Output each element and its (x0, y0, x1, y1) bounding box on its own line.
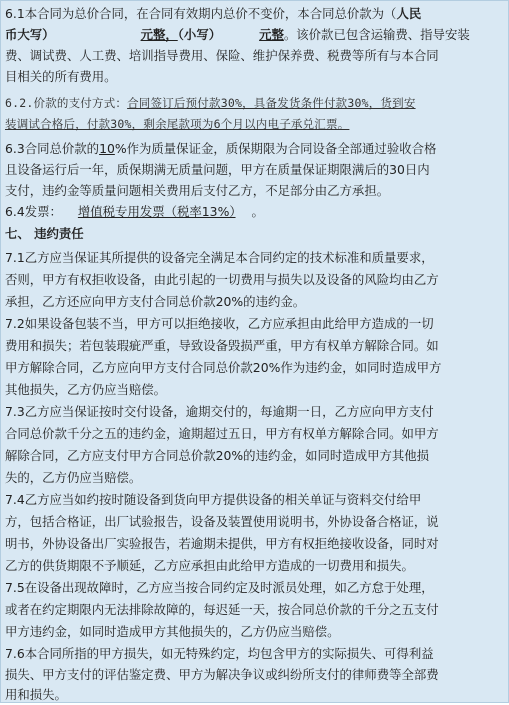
clause-7-1-line-3: 承担，乙方还应向甲方支付合同总价款20%的违约金。 (5, 294, 306, 309)
clause-7-2-line-2: 费用和损失；若包装瑕疵严重，导致设备毁损严重，甲方有权单方解除合同。如 (5, 338, 439, 353)
clause-7-5-line-1: 7.5在设备出现故障时，乙方应当按合同约定及时派员处理，如乙方怠于处理， (5, 580, 434, 595)
clause-7-4-line-4: 乙方的供货期限不予顺延，乙方应承担由此给甲方造成的一切费用和损失。 (5, 558, 414, 573)
amount-lowercase-unit: 元整 (259, 27, 284, 42)
clause-7-6-line-3: 用和损失。 (5, 687, 67, 702)
amount-uppercase-label: 币大写） (5, 27, 55, 42)
clause-7-6-line-1: 7.6本合同所指的甲方损失，如无特殊约定，均包含甲方的实际损失、可得利益 (5, 646, 434, 661)
clause-7-1-line-1: 7.1乙方应当保证其所提供的设备完全满足本合同约定的技术标准和质量要求， (5, 250, 434, 265)
clause-7-1-line-2: 否则，甲方有权拒收设备，由此引起的一切费用与损失以及设备的风险均由乙方 (5, 272, 439, 287)
amount-lowercase-label: （小写） (177, 27, 222, 42)
clause-7-3-line-1: 7.3乙方应当保证按时交付设备，逾期交付的，每逾期一日，乙方应向甲方支付 (5, 404, 434, 419)
clause-7-4-line-3: 明书，外协设备出厂实验报告，若逾期未提供，甲方有权拒绝接收设备，同时对 (5, 536, 439, 551)
invoice-label: 6.4发票： (5, 204, 62, 219)
currency-label-bold: 人民 (396, 6, 422, 21)
clause-6-1-line-2 (5, 24, 505, 45)
clause-7-5-line-3: 甲方违约金，如同时造成甲方其他损失的，乙方仍应当赔偿。 (5, 624, 340, 639)
clause-6-1-line-3: 费、调试费、人工费、培训指导费用、保险、维护保养费、税费等所有与本合同 (5, 48, 439, 63)
clause-6-1-line-1 (5, 3, 505, 24)
clause-7-3-line-4: 失的，乙方仍应当赔偿。 (5, 470, 142, 485)
section-7-heading: 七、 违约责任 (5, 226, 84, 241)
invoice-type-value: 增值税专用发票（税率13%） (77, 204, 236, 219)
invoice-end-mark: 。 (251, 204, 264, 219)
clause-6-3-continuation: %作为质量保证金，质保期限为合同设备全部通过验收合格 (114, 141, 437, 156)
payment-method-label: 6.2.价款的支付方式： (5, 96, 128, 110)
amount-uppercase-unit: 元整， (140, 27, 178, 42)
clause-7-3-line-3: 解除合同，乙方应支付甲方合同总价款20%的违约金，如同时造成甲方其他损 (5, 448, 430, 463)
clause-6-1-continuation: 。该价款已包含运输费、指导安装 (283, 27, 470, 42)
clause-7-3-line-2: 合同总价款千分之五的违约金，逾期超过五日，甲方有权单方解除合同。如甲方 (5, 426, 439, 441)
clause-6-2-line-1 (5, 93, 505, 114)
clause-6-3-text: 6.3合同总价款的 (5, 141, 100, 156)
clause-7-4-line-1: 7.4乙方应当如约按时随设备到货向甲方提供设备的相关单证与资料交付给甲 (5, 492, 422, 507)
clause-6-3-line-1 (5, 138, 505, 159)
clause-7-2-line-1: 7.2如果设备包装不当，甲方可以拒绝接收，乙方应承担由此给甲方造成的一切 (5, 316, 434, 331)
warranty-percent-value: 10 (99, 141, 115, 156)
clause-7-2-line-4: 其他损失，乙方仍应当赔偿。 (5, 382, 167, 397)
clause-6-3-line-2: 且设备运行后一年，质保期满无质量问题，甲方在质量保证期限满后的30日内 (5, 162, 430, 177)
clause-6-2-line-2: 装调试合格后，付款30%，剩余尾款项为6个月以内电子承兑汇票。 (5, 117, 350, 131)
clause-6-4-line (5, 201, 505, 222)
payment-terms-text: 合同签订后预付款30%，具备发货条件付款30%，货到安 (127, 96, 416, 110)
clause-7-5-line-2: 或者在约定期限内无法排除故障的，每迟延一天，按合同总价款的千分之五支付 (5, 602, 439, 617)
clause-7-6-line-2: 损失、甲方支付的评估鉴定费、甲方为解决争议或纠纷所支付的律师费等全部费 (5, 667, 439, 682)
clause-7-4-line-2: 方，包括合格证，出厂试验报告，设备及装置使用说明书，外协设备合格证，说 (5, 514, 439, 529)
clause-7-2-line-3: 甲方解除合同，乙方应向甲方支付合同总价款20%作为违约金，如同时造成甲方 (5, 360, 442, 375)
clause-6-3-line-3: 支付，违约金等质量问题相关费用后支付乙方，不足部分由乙方承担。 (5, 183, 390, 198)
clause-6-1-text: 6.1本合同为总价合同，在合同有效期内总价不变价，本合同总价款为（ (5, 6, 397, 21)
clause-6-1-line-4: 目相关的所有费用。 (5, 69, 117, 84)
